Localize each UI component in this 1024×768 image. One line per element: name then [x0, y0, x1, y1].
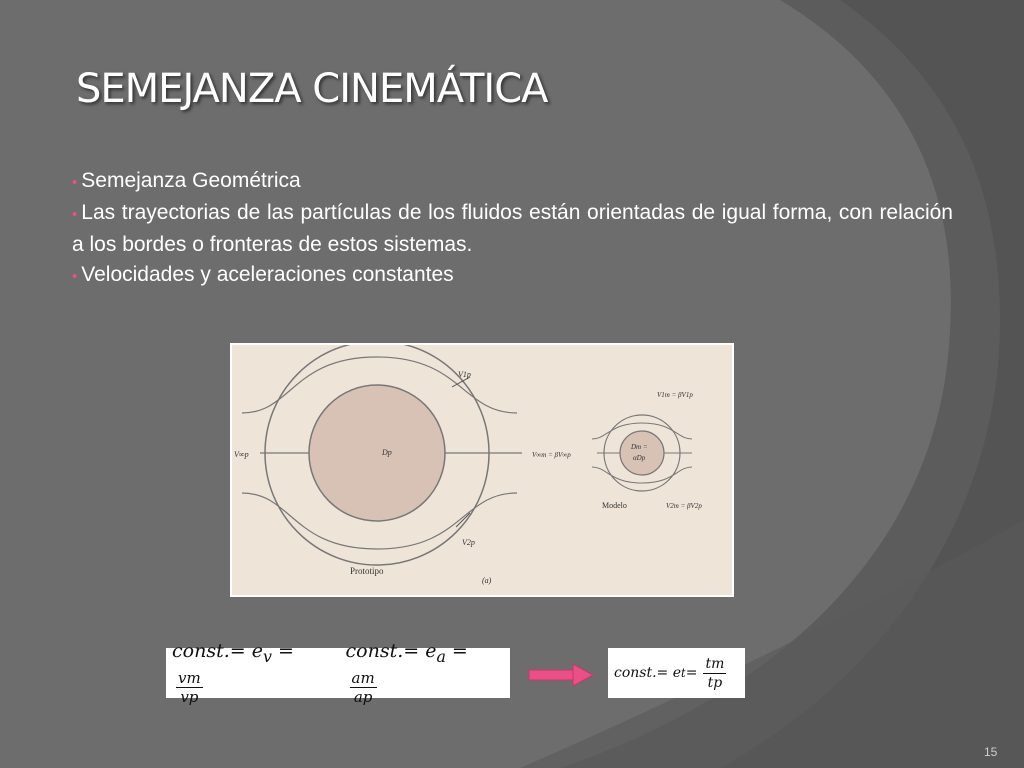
fraction: $\frac{tm}{tp}$ [705, 655, 725, 691]
bullet-marker: • [72, 206, 78, 223]
model-sphere [620, 431, 664, 475]
flow-diagram [232, 345, 732, 595]
fraction: $\frac{am}{ap}$ [351, 668, 375, 706]
right-arrow-icon [527, 663, 595, 687]
formula-ev-ea [166, 640, 510, 706]
formula-ev: const.= $e_v$ = $\frac{vm}{vp}$ [172, 640, 294, 706]
bullet-item [72, 198, 953, 260]
label-v1m: V1m = βV1p [657, 391, 693, 399]
label-v1p: V1p [458, 370, 471, 379]
prototype-sphere [309, 385, 445, 521]
figure-caption: (a) [482, 576, 492, 585]
label-v2m: V2m = βV2p [666, 502, 702, 510]
bullet-marker: • [72, 268, 78, 285]
bullet-marker: • [72, 174, 78, 191]
bullet-item [72, 260, 953, 292]
bullet-text: Velocidades y aceleraciones constantes [81, 263, 454, 286]
bullet-text: Semejanza Geométrica [81, 169, 301, 192]
label-dm-line1: Dm = [631, 443, 648, 451]
page-number: 15 [984, 745, 998, 759]
formula-et: const.= e t = $\frac{tm}{tp}$ [608, 648, 745, 698]
bullet-list [72, 166, 953, 292]
label-modelo: Modelo [602, 501, 627, 510]
label-vinf-p: V∞p [234, 450, 249, 459]
bullet-item [72, 166, 953, 198]
label-dp: Dp [382, 448, 392, 457]
label-prototipo: Prototipo [350, 566, 384, 576]
flow-diagram-figure [230, 343, 734, 597]
bullet-text: Las trayectorias de las partículas de los fluidos están orientadas de igual forma, con relación a los bordes o fronteras de estos sistemas. [72, 201, 953, 256]
label-dm-line2: αDp [633, 454, 646, 462]
label-vinf-m: V∞m = βV∞p [532, 451, 571, 459]
fraction: $\frac{vm}{vp}$ [178, 668, 201, 706]
slide-title: SEMEJANZA CINEMÁTICA [76, 66, 548, 112]
label-v2p: V2p [462, 538, 475, 547]
formula-ea: const.= $e_a$ = $\frac{am}{ap}$ [345, 640, 468, 706]
